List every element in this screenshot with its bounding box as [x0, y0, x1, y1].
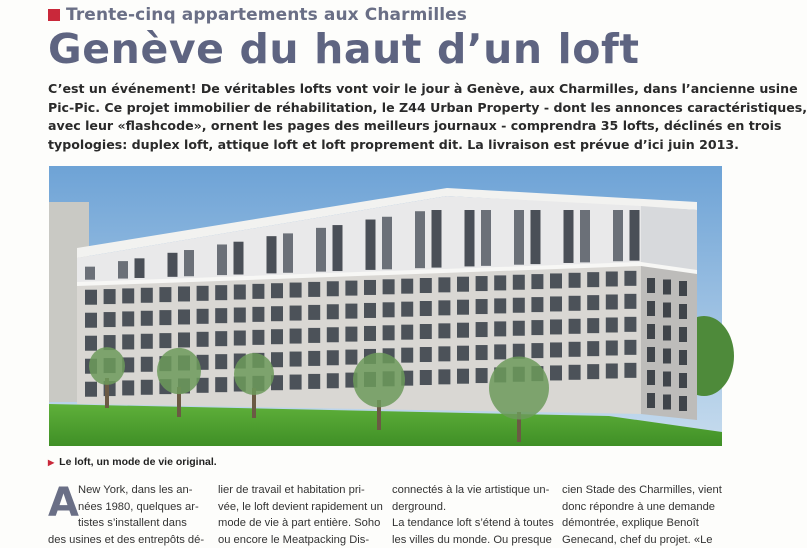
body-line: les villes du monde. Ou presque [392, 532, 548, 548]
headline: Genève du haut d’un loft [48, 26, 640, 72]
body-line: ou encore le Meatpacking Dis- [218, 532, 374, 548]
lead-line: typologies: duplex loft, attique loft et loft proprement dit. La livraison est prévue d’ici juin 2013. [48, 136, 720, 155]
body-line: donc répondre à une demande [562, 499, 718, 516]
body-column-3 [392, 482, 548, 548]
body-line: nées 1980, quelques ar- [48, 499, 204, 516]
caption-text: Le loft, un mode de vie original. [59, 456, 217, 468]
triangle-right-icon: ▶ [48, 458, 54, 467]
body-columns [48, 482, 724, 535]
lead-line: avec leur «flashcode», ornent les pages des meilleurs journaux - comprendra 35 lofts, déclinés en trois [48, 117, 720, 136]
body-line: connectés à la vie artistique un- [392, 482, 548, 499]
photo-caption [48, 456, 217, 468]
lead-paragraph [48, 80, 720, 154]
body-column-4 [562, 482, 718, 548]
body-column-1 [48, 482, 204, 548]
body-line: lier de travail et habitation pri- [218, 482, 374, 499]
building-rendering-icon [49, 166, 722, 446]
lead-line: C’est un événement! De véritables lofts vont voir le jour à Genève, aux Charmilles, dans l’ancienne usine [48, 80, 720, 99]
kicker-text: Trente-cinq appartements aux Charmilles [66, 5, 467, 25]
body-column-2 [218, 482, 374, 548]
body-line: La tendance loft s’étend à toutes [392, 515, 548, 532]
building-photo [49, 166, 722, 446]
body-line: vée, le loft devient rapidement un [218, 499, 374, 516]
body-line: cien Stade des Charmilles, vient [562, 482, 718, 499]
body-line: tistes s’installent dans [48, 515, 204, 532]
body-line: démontrée, explique Benoît [562, 515, 718, 532]
lead-line: Pic-Pic. Ce projet immobilier de réhabilitation, le Z44 Urban Property - dont les annonces caractéristiques, [48, 99, 720, 118]
body-line: New York, dans les an- [48, 482, 204, 499]
body-line: Genecand, chef du projet. «Le [562, 532, 718, 548]
kicker [48, 5, 467, 25]
body-line: derground. [392, 499, 548, 516]
dropcap: A [48, 484, 79, 522]
body-line: des usines et des entrepôts dé- [48, 532, 204, 548]
kicker-square-icon [48, 9, 60, 21]
body-line: mode de vie à part entière. Soho [218, 515, 374, 532]
